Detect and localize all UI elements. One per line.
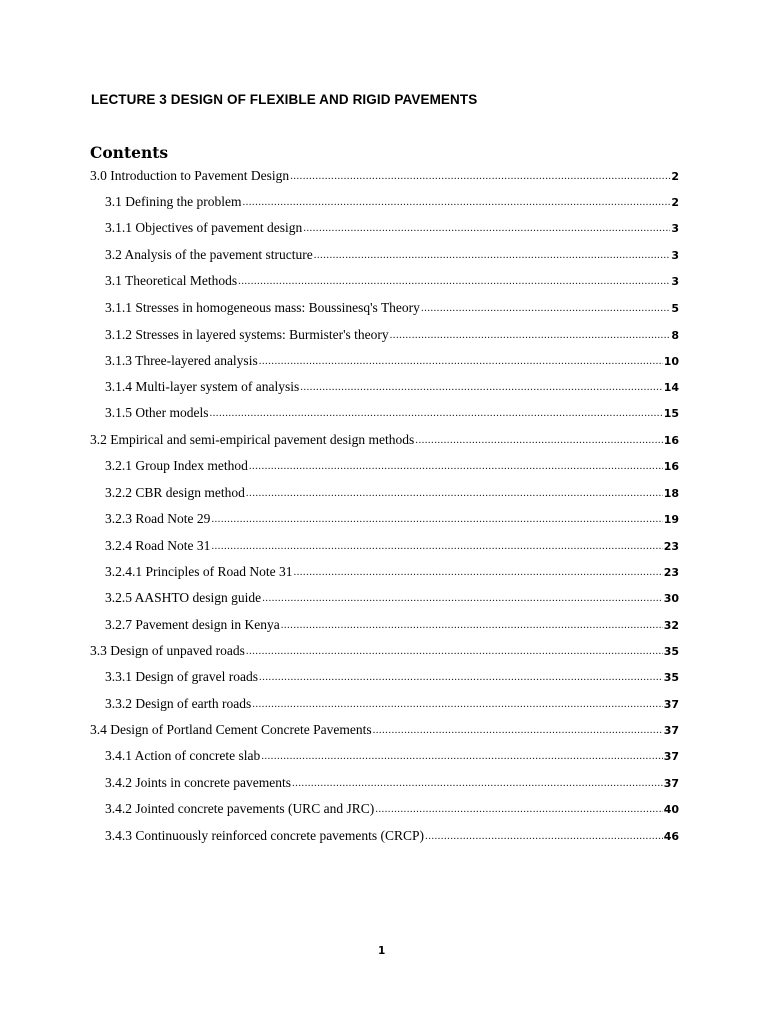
toc-entry-title: 3.1.3 Three-layered analysis <box>105 353 258 368</box>
toc-entry[interactable] <box>105 510 679 528</box>
toc-entry[interactable] <box>105 668 679 686</box>
toc-entry-page: 37 <box>663 698 679 711</box>
toc-entry-title: 3.1.2 Stresses in layered systems: Burmister's theory <box>105 327 389 342</box>
toc-entry[interactable] <box>105 774 679 792</box>
toc-entry-page: 37 <box>663 724 679 737</box>
toc-entry[interactable] <box>105 326 679 344</box>
page-number: 1 <box>378 945 386 957</box>
toc-entry-page: 16 <box>663 460 679 473</box>
toc-entry-title: 3.1.4 Multi-layer system of analysis <box>105 379 300 394</box>
toc-leader-dots <box>261 747 662 765</box>
toc-entry-page: 37 <box>663 777 679 790</box>
toc-leader-dots <box>300 378 662 396</box>
toc-entry[interactable] <box>105 537 679 555</box>
toc-entry-page: 37 <box>663 750 679 763</box>
toc-entry-page: 10 <box>663 355 679 368</box>
toc-entry[interactable] <box>105 299 679 317</box>
toc-entry[interactable] <box>105 589 679 607</box>
toc-leader-dots <box>303 219 670 237</box>
toc-entry[interactable] <box>105 193 679 211</box>
toc-entry[interactable] <box>105 352 679 370</box>
toc-entry[interactable] <box>90 642 679 660</box>
toc-leader-dots <box>425 827 663 845</box>
toc-entry-title: 3.1.1 Stresses in homogeneous mass: Boussinesq's Theory <box>105 300 420 315</box>
toc-entry-page: 3 <box>671 249 679 262</box>
toc-entry-title: 3.2.4 Road Note 31 <box>105 538 211 553</box>
toc-leader-dots <box>242 193 670 211</box>
toc-leader-dots <box>238 272 670 290</box>
toc-leader-dots <box>259 668 663 686</box>
toc-entry[interactable] <box>105 246 679 264</box>
toc-leader-dots <box>262 589 663 607</box>
toc-leader-dots <box>415 431 662 449</box>
toc-entry-title: 3.4.2 Jointed concrete pavements (URC and JRC) <box>105 801 375 816</box>
toc-entry-page: 14 <box>663 381 679 394</box>
toc-entry-page: 23 <box>663 566 679 579</box>
toc-leader-dots <box>246 642 663 660</box>
toc-entry-title: 3.1.1 Objectives of pavement design <box>105 220 303 235</box>
toc-entry-page: 19 <box>663 513 679 526</box>
toc-entry[interactable] <box>90 167 679 185</box>
toc-entry-title: 3.3.1 Design of gravel roads <box>105 669 258 684</box>
toc-leader-dots <box>211 510 662 528</box>
toc-entry-page: 46 <box>663 830 679 843</box>
toc-leader-dots <box>375 800 662 818</box>
toc-entry[interactable] <box>105 484 679 502</box>
toc-entry[interactable] <box>105 457 679 475</box>
toc-entry-title: 3.2.2 CBR design method <box>105 485 245 500</box>
toc-entry-title: 3.1 Defining the problem <box>105 194 242 209</box>
toc-leader-dots <box>290 167 670 185</box>
toc-entry-title: 3.3.2 Design of earth roads <box>105 696 252 711</box>
toc-entry-title: 3.2 Empirical and semi-empirical pavement design methods <box>90 432 415 447</box>
toc-entry-title: 3.2.1 Group Index method <box>105 458 248 473</box>
toc-entry-title: 3.3 Design of unpaved roads <box>90 643 245 658</box>
toc-entry-page: 3 <box>671 275 679 288</box>
document-title: LECTURE 3 DESIGN OF FLEXIBLE AND RIGID PAVEMENTS <box>91 92 478 107</box>
toc-entry-page: 2 <box>671 170 679 183</box>
toc-entry[interactable] <box>105 378 679 396</box>
toc-entry[interactable] <box>90 431 679 449</box>
toc-entry-page: 40 <box>663 803 679 816</box>
toc-leader-dots <box>210 404 663 422</box>
toc-entry-page: 18 <box>663 487 679 500</box>
toc-entry[interactable] <box>105 272 679 290</box>
toc-leader-dots <box>259 352 663 370</box>
toc-leader-dots <box>246 484 663 502</box>
toc-entry-page: 3 <box>671 222 679 235</box>
toc-entry-page: 32 <box>663 619 679 632</box>
toc-entry-title: 3.0 Introduction to Pavement Design <box>90 168 290 183</box>
toc-entry[interactable] <box>105 800 679 818</box>
toc-entry-title: 3.4 Design of Portland Cement Concrete Pavements <box>90 722 372 737</box>
toc-leader-dots <box>373 721 663 739</box>
toc-leader-dots <box>249 457 663 475</box>
toc-entry-page: 30 <box>663 592 679 605</box>
toc-entry-title: 3.2.5 AASHTO design guide <box>105 590 262 605</box>
toc-entry-page: 35 <box>663 645 679 658</box>
toc-entry-page: 35 <box>663 671 679 684</box>
toc-entry-title: 3.2 Analysis of the pavement structure <box>105 247 313 262</box>
toc-leader-dots <box>211 537 662 555</box>
toc-entry[interactable] <box>105 404 679 422</box>
toc-entry-page: 16 <box>663 434 679 447</box>
toc-leader-dots <box>293 563 662 581</box>
toc-leader-dots <box>314 246 671 264</box>
toc-entry-title: 3.1 Theoretical Methods <box>105 273 238 288</box>
toc-entry[interactable] <box>105 695 679 713</box>
toc-entry[interactable] <box>105 827 679 845</box>
toc-entry[interactable] <box>90 721 679 739</box>
toc-entry-page: 5 <box>671 302 679 315</box>
toc-entry-title: 3.1.5 Other models <box>105 405 209 420</box>
toc-entry-page: 8 <box>671 329 679 342</box>
toc-leader-dots <box>421 299 670 317</box>
toc-entry-page: 15 <box>663 407 679 420</box>
toc-entry-title: 3.2.7 Pavement design in Kenya <box>105 617 280 632</box>
toc-entry-title: 3.2.4.1 Principles of Road Note 31 <box>105 564 293 579</box>
contents-heading: Contents <box>90 143 169 162</box>
toc-entry[interactable] <box>105 563 679 581</box>
toc-leader-dots <box>281 616 663 634</box>
toc-entry[interactable] <box>105 219 679 237</box>
toc-entry-title: 3.2.3 Road Note 29 <box>105 511 211 526</box>
toc-leader-dots <box>292 774 663 792</box>
toc-entry-title: 3.4.1 Action of concrete slab <box>105 748 261 763</box>
toc-entry-page: 23 <box>663 540 679 553</box>
toc-entry-page: 2 <box>671 196 679 209</box>
toc-entry-title: 3.4.2 Joints in concrete pavements <box>105 775 291 790</box>
toc-leader-dots <box>252 695 662 713</box>
toc-entry-title: 3.4.3 Continuously reinforced concrete pavements (CRCP) <box>105 828 425 843</box>
toc-leader-dots <box>390 326 671 344</box>
toc-entry[interactable] <box>105 616 679 634</box>
toc-entry[interactable] <box>105 747 679 765</box>
